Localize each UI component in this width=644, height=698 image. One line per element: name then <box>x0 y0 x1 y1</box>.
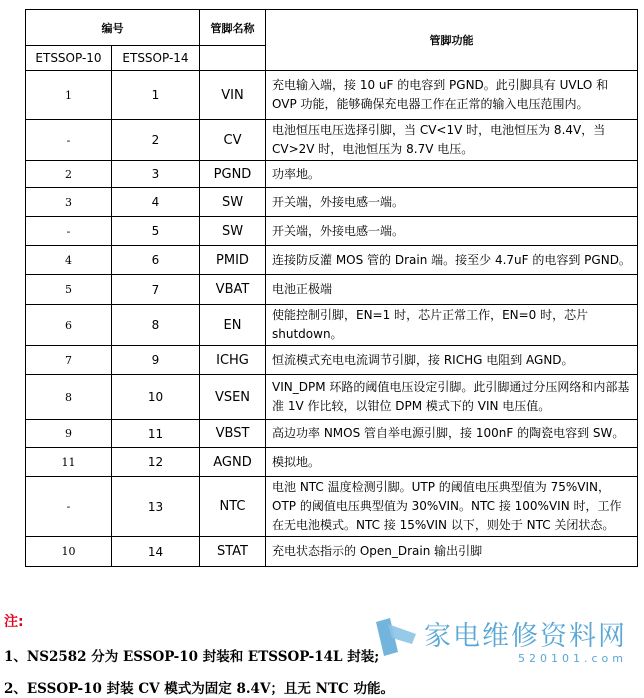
pin-name-cell: PGND <box>200 161 266 188</box>
pin-name-cell: SW <box>200 217 266 246</box>
pin-function-cell: 电池 NTC 温度检测引脚。UTP 的阈值电压典型值为 75%VIN，OTP 的阈值电压典型值为 30%VIN。NTC 接 100%VIN 时，工作在无电池模式。NTC 接 15%VIN 以下，则处于 NTC 关闭状态。 <box>266 477 638 537</box>
table-row <box>26 161 638 188</box>
pin-function-cell: 模拟地。 <box>266 448 638 477</box>
pin-function-cell: 使能控制引脚，EN=1 时，芯片正常工作，EN=0 时，芯片 shutdown。 <box>266 305 638 346</box>
pin-function-cell: 充电状态指示的 Open_Drain 输出引脚 <box>266 537 638 567</box>
pin-name-cell: AGND <box>200 448 266 477</box>
watermark-emblem-icon <box>368 612 428 672</box>
pin-etssop10-cell: 7 <box>26 346 112 375</box>
pin-name-cell: VBST <box>200 420 266 448</box>
pin-table <box>25 9 638 567</box>
pin-function-cell: 功率地。 <box>266 161 638 188</box>
pin-etssop10-cell: 4 <box>26 246 112 275</box>
pin-etssop14-cell: 1 <box>112 71 200 120</box>
pin-etssop14-cell: 12 <box>112 448 200 477</box>
pin-etssop14-cell: 2 <box>112 120 200 161</box>
table-row <box>26 537 638 567</box>
pin-etssop14-cell: 9 <box>112 346 200 375</box>
pin-etssop10-cell: 3 <box>26 188 112 217</box>
pin-function-cell: 充电输入端，接 10 uF 的电容到 PGND。此引脚具有 UVLO 和 OVP 功能，能够确保充电器工作在正常的输入电压范围内。 <box>266 71 638 120</box>
table-row <box>26 477 638 537</box>
pin-name-cell: PMID <box>200 246 266 275</box>
pin-function-cell: 开关端，外接电感一端。 <box>266 188 638 217</box>
header-row <box>26 10 638 46</box>
pin-function-cell: 高边功率 NMOS 管自举电源引脚，接 100nF 的陶瓷电容到 SW。 <box>266 420 638 448</box>
watermark-logo <box>368 612 636 674</box>
pin-name-cell: VBAT <box>200 275 266 305</box>
pin-name-cell: STAT <box>200 537 266 567</box>
header-pin-name: 管脚名称 <box>200 10 266 46</box>
pin-etssop10-cell: - <box>26 217 112 246</box>
pin-etssop10-cell: 8 <box>26 375 112 420</box>
pin-etssop10-cell: - <box>26 120 112 161</box>
pin-name-cell: NTC <box>200 477 266 537</box>
subheader-etssop-10: ETSSOP-10 <box>26 46 112 71</box>
pin-etssop14-cell: 4 <box>112 188 200 217</box>
pin-etssop10-cell: 6 <box>26 305 112 346</box>
note-line-1: 1、NS2582 分为 ESSOP-10 封装和 ETSSOP-14L 封装; <box>4 649 380 665</box>
pin-etssop14-cell: 5 <box>112 217 200 246</box>
pin-etssop10-cell: 10 <box>26 537 112 567</box>
pin-etssop10-cell: 5 <box>26 275 112 305</box>
note-line-2: 2、ESSOP-10 封装 CV 模式为固定 8.4V；且无 NTC 功能。 <box>4 681 394 697</box>
pin-function-cell: VIN_DPM 环路的阈值电压设定引脚。此引脚通过分压网络和内部基准 1V 作比较，以钳位 DPM 模式下的 VIN 电压值。 <box>266 375 638 420</box>
pin-etssop10-cell: 1 <box>26 71 112 120</box>
pin-etssop14-cell: 13 <box>112 477 200 537</box>
table-row <box>26 217 638 246</box>
pin-etssop14-cell: 7 <box>112 275 200 305</box>
table-row <box>26 120 638 161</box>
pin-etssop10-cell: 2 <box>26 161 112 188</box>
pin-etssop10-cell: 11 <box>26 448 112 477</box>
watermark-text: 家电维修资料网 <box>424 621 627 652</box>
table-row <box>26 71 638 120</box>
table-row <box>26 346 638 375</box>
table-row <box>26 375 638 420</box>
subheader-empty <box>200 46 266 71</box>
pin-name-cell: ICHG <box>200 346 266 375</box>
subheader-etssop-14: ETSSOP-14 <box>112 46 200 71</box>
pin-function-cell: 恒流模式充电电流调节引脚，接 RICHG 电阻到 AGND。 <box>266 346 638 375</box>
pin-function-cell: 电池正极端 <box>266 275 638 305</box>
header-pin-function: 管脚功能 <box>266 10 638 71</box>
pin-etssop14-cell: 10 <box>112 375 200 420</box>
pin-etssop10-cell: 9 <box>26 420 112 448</box>
pin-function-cell: 连接防反灌 MOS 管的 Drain 端。接至少 4.7uF 的电容到 PGND。 <box>266 246 638 275</box>
pin-etssop14-cell: 14 <box>112 537 200 567</box>
pin-etssop14-cell: 3 <box>112 161 200 188</box>
table-row <box>26 305 638 346</box>
pin-etssop10-cell: - <box>26 477 112 537</box>
pin-name-cell: SW <box>200 188 266 217</box>
table-row <box>26 420 638 448</box>
pin-etssop14-cell: 11 <box>112 420 200 448</box>
pin-name-cell: VIN <box>200 71 266 120</box>
pin-name-cell: VSEN <box>200 375 266 420</box>
pin-function-cell: 开关端，外接电感一端。 <box>266 217 638 246</box>
pin-function-cell: 电池恒压电压选择引脚，当 CV<1V 时，电池恒压为 8.4V，当 CV>2V 时，电池恒压为 8.7V 电压。 <box>266 120 638 161</box>
header-number: 编号 <box>26 10 200 46</box>
pin-etssop14-cell: 8 <box>112 305 200 346</box>
table-row <box>26 448 638 477</box>
pin-name-cell: EN <box>200 305 266 346</box>
notes-title: 注: <box>4 614 24 630</box>
table-row <box>26 246 638 275</box>
pin-etssop14-cell: 6 <box>112 246 200 275</box>
table-row <box>26 275 638 305</box>
table-row <box>26 188 638 217</box>
watermark-url: 520101.com <box>518 652 627 665</box>
pin-name-cell: CV <box>200 120 266 161</box>
